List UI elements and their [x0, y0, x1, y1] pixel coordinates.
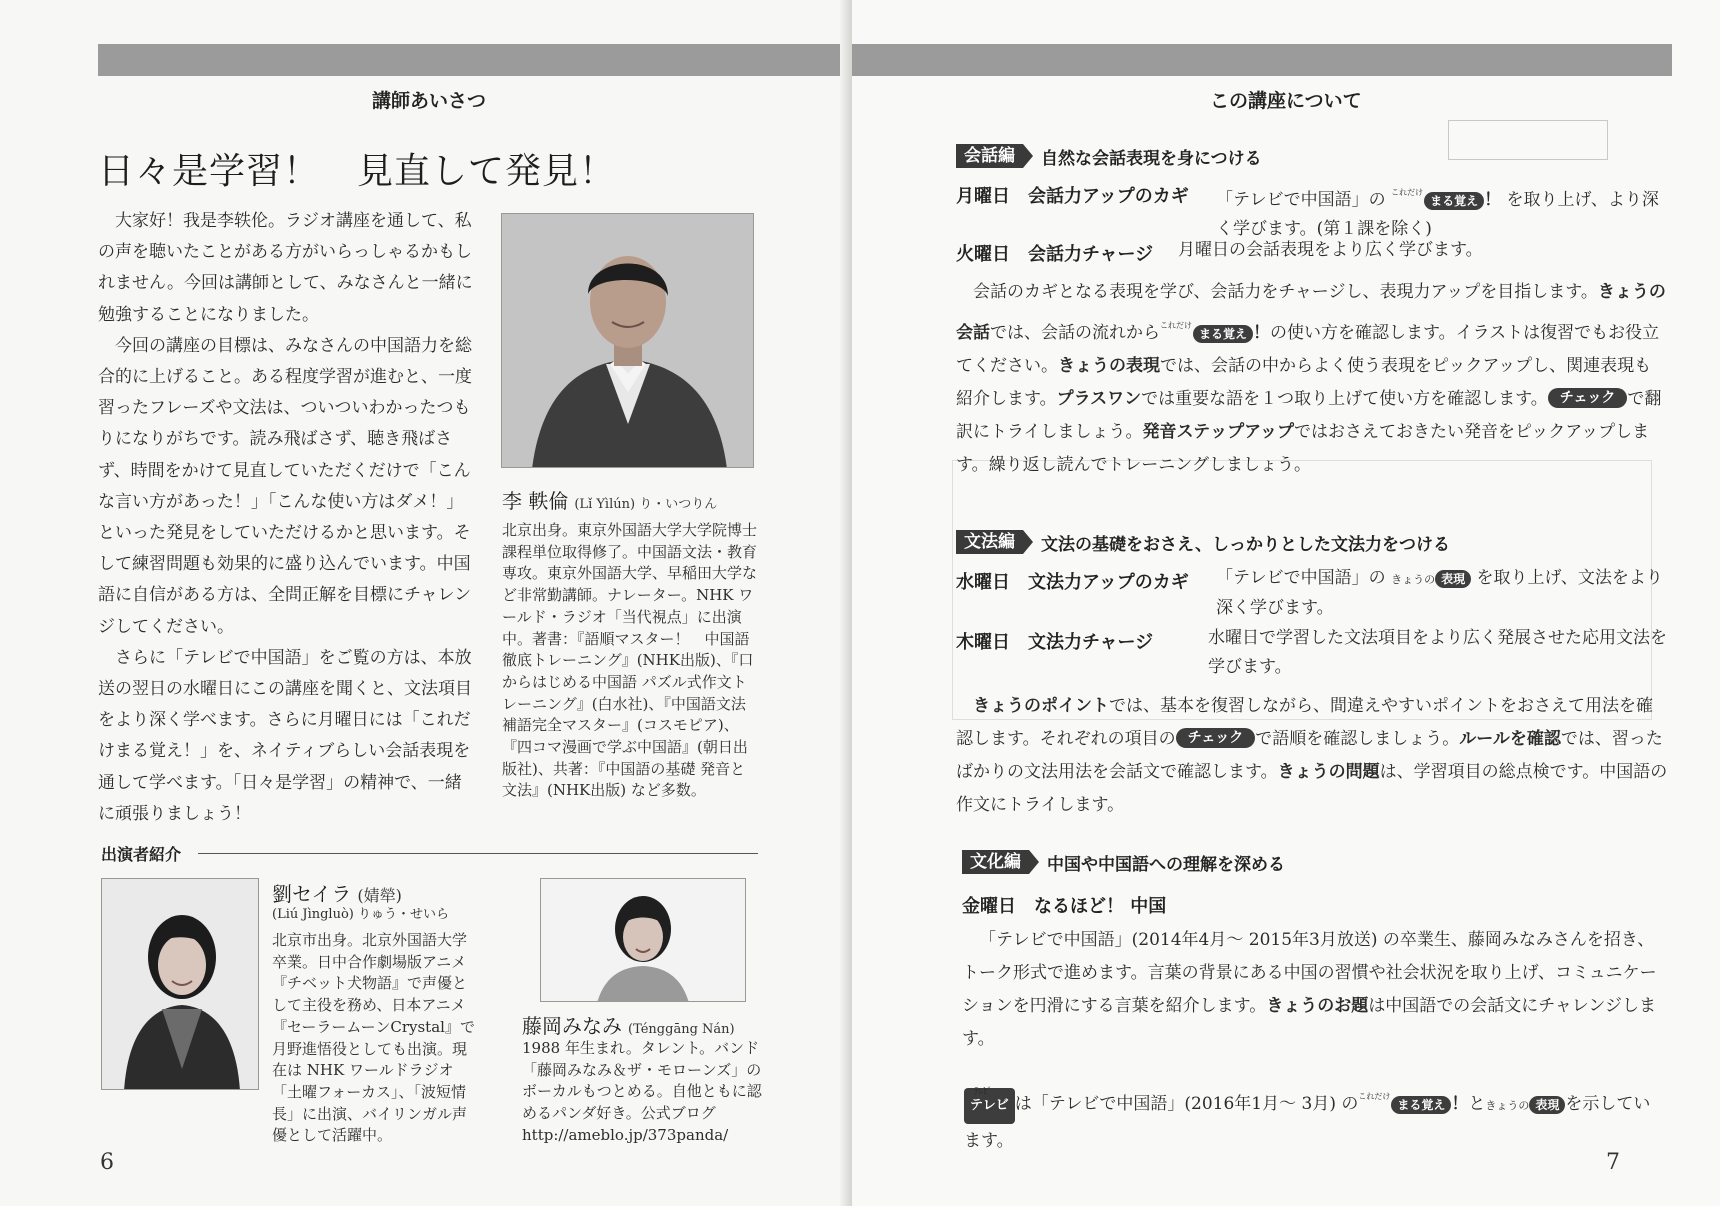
para-text: では、会話の中からよく使う表現をピックアップし、関連表現も紹介します。 — [956, 356, 1652, 409]
badge-oval: 表現 — [1529, 1096, 1565, 1114]
keyword-kyou-kaiwa: きょうの会話 — [956, 282, 1666, 343]
faint-showthrough — [1448, 120, 1608, 160]
section-title: この講座について — [1210, 90, 1362, 112]
desc-text: 「テレビで中国語」の — [1216, 190, 1386, 210]
intro-paragraph: 大家好！我是李轶伦。ラジオ講座を通して、私の声を聴いたことがある方がいらっしゃるかもしれません。今回は講師として、みなさんと一緒に勉強することになりました。 — [98, 211, 473, 325]
cast-name-liu — [272, 878, 402, 907]
para-text: は、学習項目の総点検です。中国語の作文にトライします。 — [956, 762, 1668, 815]
para-text: で翻訳にトライしましょう。 — [956, 389, 1662, 442]
intro-paragraph: さらに「テレビで中国語」をご覧の方は、本放送の翌日の水曜日にこの講座を聞くと、文法項目をより深く学べます。さらに月曜日には「これだけまる覚え！」を、ネイティブらしい会話表現を通して学べます。「日々是学習」の精神で、一緒に頑張りましょう！ — [98, 647, 472, 824]
kyou-hyougen-badge — [1485, 1087, 1565, 1123]
keyword-plus-one: プラスワン — [1056, 389, 1142, 409]
para-text: では、基本を復習しながら、間違えやすいポイントをおさえて用法を確認します。それぞれの項目の — [956, 696, 1653, 749]
cast-name-suffix: (婧犖) — [357, 886, 402, 905]
keyword-pronunciation: 発音ステップアップ — [1142, 422, 1294, 442]
section-title: 講師あいさつ — [372, 90, 487, 112]
badge-oval: まる覚え — [1391, 1096, 1451, 1114]
para-text: ではおさえておきたい発音をピックアップします。繰り返し読んでトレーニングしましょう。 — [956, 422, 1650, 475]
cast-reading-liu: (Liú Jìngluò) りゅう・せいら — [272, 907, 449, 922]
page-number: 7 — [1606, 1150, 1620, 1175]
check-pill: チェック — [1548, 388, 1628, 408]
schedule-tuesday-desc: 月曜日の会話表現をより広く学びます。 — [1178, 240, 1483, 260]
cast-portrait-figure — [541, 879, 746, 1002]
check-pill: チェック — [1176, 728, 1256, 748]
intro-paragraph: 今回の講座の目標は、みなさんの中国語力を総合的に上げること。ある程度学習が進むと、一度習ったフレーズや文法は、ついついわかったつもりになりがちです。読み飛ばさず、聴き飛ばさず、時間をかけて見直していただくだけで「こんな言い方があった！」「こんな使い方はダメ！」といった発見をしていただけるかと思います。そして練習問題も効果的に盛り込んでいます。中国語に自信がある方は、全問正解を目標にチャレンジしてください。 — [98, 335, 472, 637]
badge-oval: 表現 — [1435, 570, 1471, 588]
marugoe-badge — [1160, 309, 1270, 350]
para-text: 「テレビで中国語」(2014年4月～ 2015年3月放送) の卒業生、藤岡みなみさんを招き、トーク形式で進めます。言葉の背景にある中国の習慣や社会状況を取り上げ、コミュニケーションを円滑にする言葉を紹介します。 — [962, 930, 1657, 1016]
badge-oval: まる覚え — [1193, 325, 1253, 343]
keyword-kyou-hyougen: きょうの表現 — [1058, 356, 1160, 376]
para-text: では、会話の流れから — [990, 323, 1160, 343]
para-text: の使い方を確認します。イラストは復習でもお役立てください。 — [956, 323, 1660, 376]
desc-text: を取り上げ、より深く学びます。(第１課を除く) — [1216, 190, 1659, 239]
tv-icon: テレビ — [964, 1088, 1015, 1124]
para-text: では重要な語を１つ取り上げて使い方を確認します。 — [1141, 389, 1548, 409]
tag-text: 自然な会話表現を身につける — [1041, 148, 1262, 169]
keyword-kyou-point: きょうのポイント — [973, 696, 1109, 716]
tv-ruby: ﾃﾚﾋﾞ — [974, 1087, 993, 1097]
instructor-bio: 北京出身。東京外国語大学大学院博士課程単位取得修了。中国語文法・教育専攻。東京外国語大学、早稲田大学など非常勤講師。ナレーター。NHK ワールド・ラジオ「当代視点」に出演中。著書：『語順マスター！ 中国語徹底トレーニング』(NHK出版)、『口からはじめる中国語 パズル式作文トレーニング』(白水社)、『中国語文法 補語完全マスター』(コスモピア)、『四コマ漫画で学ぶ中国語』(朝日出版社)、共著：『中国語の基礎 発音と文法』(NHK出版) など多数。 — [502, 521, 758, 800]
cast-photo-liu — [101, 878, 259, 1090]
tag-arrow-icon — [1029, 850, 1039, 874]
cast-portrait-figure — [102, 879, 259, 1090]
header-bar — [852, 44, 1672, 76]
cast-name-fujioka — [522, 1010, 735, 1039]
keyword-kyou-odai: きょうのお題 — [1266, 996, 1369, 1016]
culture-paragraph — [962, 924, 1668, 1056]
para-text: で語順を確認しましょう。 — [1255, 729, 1460, 749]
cast-bio-fujioka: 1988 年生まれ。タレント。バンド「藤岡みなみ＆ザ・モローンズ」のボーカルもつとめる。自他ともに認めるパンダ好き。公式ブログ http://ameblo.jp/373panda/ — [522, 1039, 762, 1144]
badge-mark: ！ — [1451, 1094, 1469, 1114]
schedule-wednesday: 水曜日 文法力アップのカギ — [956, 572, 1189, 593]
para-text: は中国語での会話文にチャレンジします。 — [962, 996, 1656, 1049]
tag-text: 中国や中国語への理解を深める — [1047, 854, 1285, 875]
note-text: は「テレビで中国語」(2016年1月～ 3月) の — [1014, 1094, 1359, 1114]
schedule-tuesday: 火曜日 会話力チャージ — [956, 244, 1154, 265]
cast-name-text: 劉セイラ — [272, 882, 352, 906]
cast-name-text: 藤岡みなみ — [522, 1014, 622, 1038]
cast-reading-fujioka: (Ténggāng Nán) — [628, 1022, 735, 1037]
keyword-rule: ルールを確認 — [1459, 729, 1561, 749]
desc-text: を取り上げ、文法をより深く学びます。 — [1216, 568, 1663, 618]
intro-text — [98, 206, 474, 830]
section-tag-culture — [962, 850, 1285, 874]
right-page — [852, 0, 1720, 1206]
cast-title: 出演者紹介 — [101, 845, 182, 864]
desc-text: 「テレビで中国語」の — [1216, 568, 1386, 588]
grammar-paragraph — [956, 690, 1668, 822]
section-tag-conversation — [956, 144, 1262, 168]
tag-text: 文法の基礎をおさえ、しっかりとした文法力をつける — [1041, 534, 1451, 555]
tag-arrow-icon — [1023, 530, 1033, 554]
tag-label: 文化編 — [962, 850, 1029, 874]
tag-arrow-icon — [1023, 144, 1033, 168]
conversation-paragraph — [956, 276, 1668, 482]
para-text: 会話のカギとなる表現を学び、会話力をチャージし、表現力アップを目指します。 — [973, 282, 1598, 302]
keyword-kyou-mondai: きょうの問題 — [1277, 762, 1380, 782]
instructor-name — [502, 485, 717, 514]
schedule-wednesday-desc — [1216, 564, 1666, 623]
schedule-thursday-desc: 水曜日で学習した文法項目をより広く発展させた応用文法を学びます。 — [1208, 628, 1667, 677]
kyou-hyougen-badge — [1391, 564, 1471, 594]
instructor-name-text: 李 軼倫 — [502, 489, 569, 513]
footer-note — [964, 1080, 1664, 1158]
header-bar — [98, 44, 852, 76]
tv-badge — [964, 1087, 1015, 1124]
cast-bio-liu: 北京市出身。北京外国語大学卒業。日中合作劇場版アニメ『チベット犬物語』で声優として主役を務め、日本アニメ『セーラームーンCrystal』で月野進悟役としても出演。現在は NHK ワールドラジオ「土曜フォーカス」、「波短情長」に出演、バイリンガル声優として活躍中。 — [272, 931, 475, 1145]
note-text: を示しています。 — [964, 1094, 1651, 1151]
badge-small: これだけ — [1160, 321, 1192, 330]
marugoe-badge — [1391, 178, 1501, 215]
instructor-portrait-figure — [502, 214, 754, 468]
note-text: と — [1468, 1094, 1486, 1114]
marugoe-badge — [1358, 1080, 1468, 1121]
para-text: では、習ったばかりの文法用法を会話文で確認します。 — [956, 729, 1663, 782]
cast-divider — [198, 853, 758, 854]
tag-label: 会話編 — [956, 144, 1023, 168]
instructor-reading: (Lǐ Yìlún) り・いつりん — [574, 497, 718, 512]
schedule-thursday: 木曜日 文法力チャージ — [956, 632, 1154, 653]
badge-mark: ！ — [1253, 323, 1271, 343]
badge-mark: ！ — [1484, 190, 1502, 210]
schedule-friday: 金曜日 なるほど！ 中国 — [962, 896, 1167, 917]
badge-prefix: きょうの — [1485, 1099, 1530, 1112]
left-page — [0, 0, 852, 1206]
tag-label: 文法編 — [956, 530, 1023, 554]
page-number: 6 — [100, 1150, 114, 1175]
section-tag-grammar — [956, 530, 1450, 554]
cast-photo-fujioka — [540, 878, 746, 1002]
badge-small: これだけ — [1391, 188, 1424, 197]
badge-prefix: きょうの — [1391, 573, 1436, 586]
badge-small: これだけ — [1358, 1092, 1391, 1101]
schedule-monday: 月曜日 会話力アップのカギ — [956, 186, 1189, 207]
instructor-photo — [501, 213, 754, 468]
schedule-monday-desc — [1216, 178, 1666, 244]
headline: 日々是学習！ 見直して発見！ — [98, 151, 617, 192]
badge-oval: まる覚え — [1424, 192, 1484, 210]
